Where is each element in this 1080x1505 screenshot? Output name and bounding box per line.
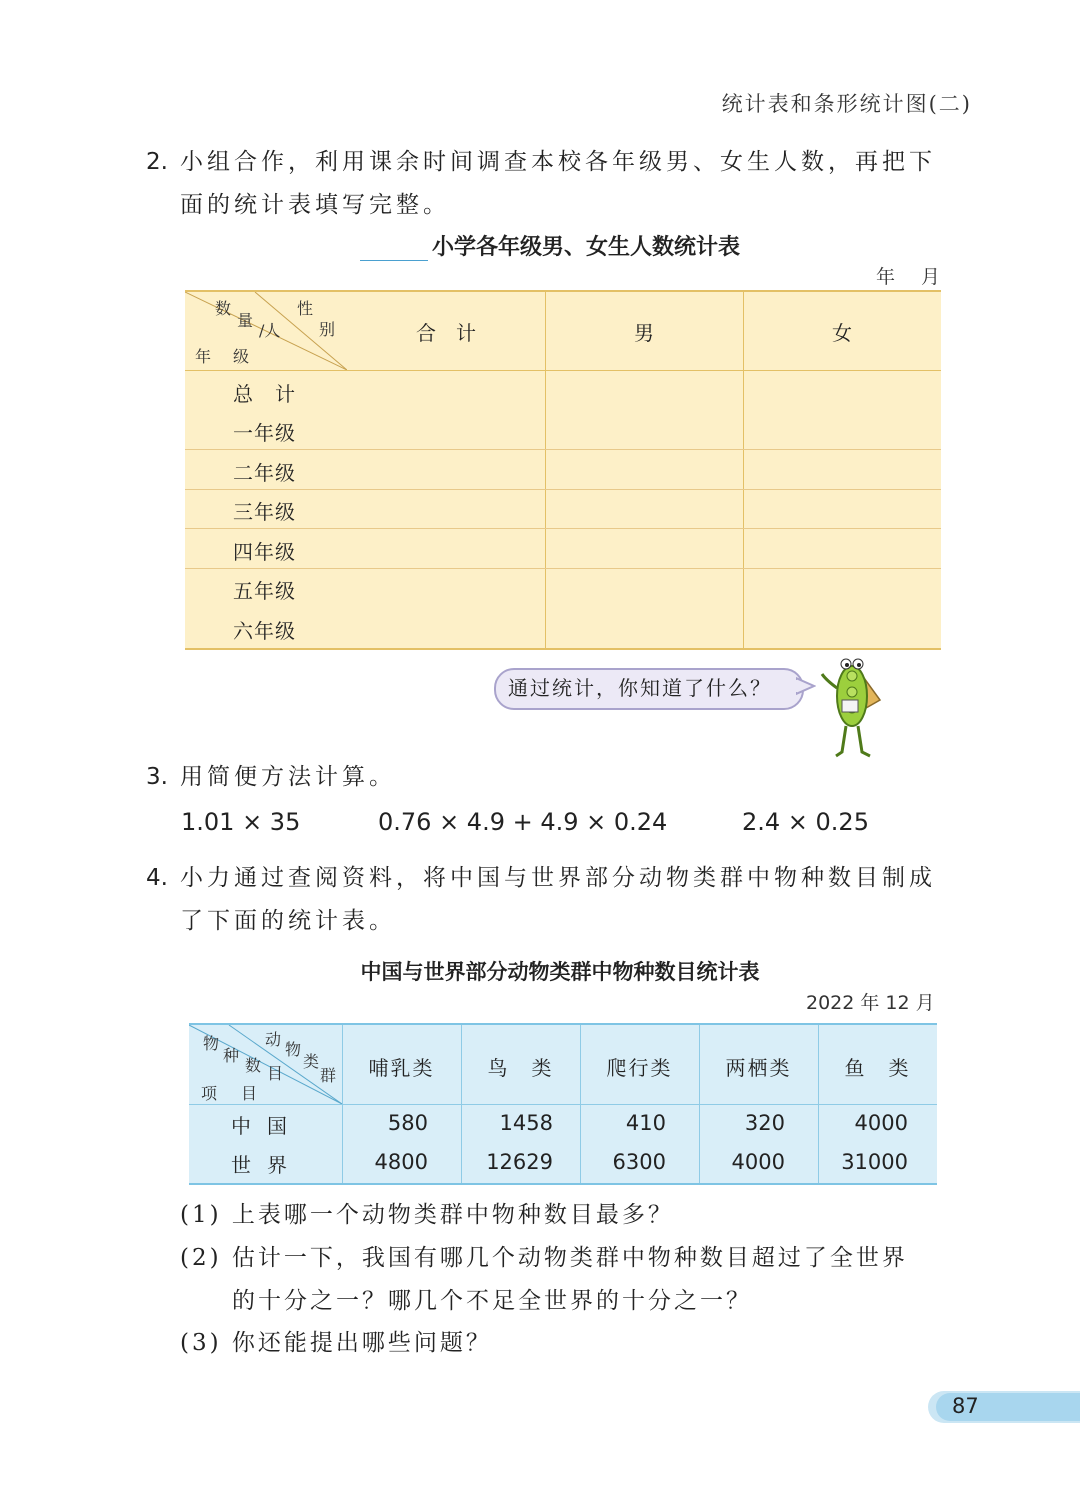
diag-bottom-1: 年	[195, 347, 212, 366]
subquestion-2-line-1: (2) 估计一下，我国有哪几个动物类群中物种数目超过了全世界	[180, 1245, 908, 1271]
calc-3: 2.4 × 0.25	[742, 808, 869, 836]
grade-gender-table	[185, 290, 941, 650]
diag-unit: /人	[259, 321, 281, 340]
question-3	[146, 756, 396, 799]
diag-right-2: 别	[319, 320, 336, 339]
table-cell: 410	[625, 1111, 666, 1135]
diag-top-2: 量	[237, 311, 254, 330]
table-2-title: 中国与世界部分动物类群中物种数目统计表	[360, 960, 760, 984]
col-header-total: 合 计	[416, 321, 476, 345]
t2-diag-e: 动	[265, 1030, 282, 1049]
question-2-number: 2.	[146, 149, 168, 175]
row-label-world: 世界	[231, 1153, 303, 1177]
table-cell: 4800	[374, 1150, 428, 1174]
table-cell: 4000	[731, 1150, 785, 1174]
subquestion-3: (3) 你还能提出哪些问题？	[180, 1330, 492, 1356]
t2-diag-a: 物	[203, 1034, 220, 1053]
row-label-china: 中国	[231, 1114, 303, 1138]
question-3-number: 3.	[146, 764, 168, 790]
diag-top-1: 数	[215, 299, 232, 318]
table-2-date: 2022 年 12 月	[806, 992, 935, 1014]
row-label-grade-5: 五年级	[233, 579, 296, 603]
col-header-fish: 鱼 类	[844, 1056, 911, 1080]
row-label-grade-3: 三年级	[233, 500, 296, 524]
table-1-date: 年 月	[876, 266, 941, 288]
table-cell: 6300	[612, 1150, 666, 1174]
pea-pod-mascot-icon	[812, 648, 892, 763]
question-2	[146, 141, 936, 227]
table-cell: 4000	[854, 1111, 908, 1135]
table-cell: 12629	[486, 1150, 553, 1174]
diag-right-1: 性	[297, 299, 314, 318]
chapter-header: 统计表和条形统计图(二)	[721, 92, 972, 116]
bubble-text: 通过统计，你知道了什么？	[508, 676, 772, 700]
calc-1: 1.01 × 35	[181, 808, 301, 836]
page-number: 87	[952, 1394, 979, 1418]
question-4	[146, 857, 936, 943]
question-4-line-2: 了下面的统计表。	[180, 908, 396, 934]
row-label-grade-6: 六年级	[233, 619, 296, 643]
t2-diag-b: 种	[223, 1046, 240, 1065]
subquestion-1: (1) 上表哪一个动物类群中物种数目最多？	[180, 1202, 674, 1228]
t2-diag-f: 物	[285, 1040, 302, 1059]
t2-diag-g: 类	[303, 1052, 320, 1071]
row-label-grade-4: 四年级	[233, 540, 296, 564]
question-3-text: 用简便方法计算。	[180, 764, 396, 790]
row-label-grade-2: 二年级	[233, 461, 296, 485]
table-cell: 1458	[499, 1111, 553, 1135]
species-count-table	[189, 1023, 937, 1185]
table-1-title: 小学各年级男、女生人数统计表	[432, 235, 741, 260]
col-header-reptiles: 爬行类	[606, 1056, 673, 1080]
col-header-amphibians: 两栖类	[725, 1056, 792, 1080]
table-cell: 580	[387, 1111, 428, 1135]
col-header-male: 男	[634, 321, 654, 345]
title-blank-line[interactable]	[360, 238, 428, 261]
col-header-birds: 鸟 类	[487, 1056, 554, 1080]
subquestion-2-line-2: 的十分之一？哪几个不足全世界的十分之一？	[232, 1288, 752, 1314]
t2-diag-d: 目	[267, 1064, 284, 1083]
col-header-mammals: 哺乳类	[368, 1056, 435, 1080]
t2-diag-j: 目	[241, 1084, 258, 1103]
t2-diag-i: 项	[201, 1084, 218, 1103]
question-2-line-1: 小组合作，利用课余时间调查本校各年级男、女生人数，再把下	[180, 149, 936, 175]
table-cell: 31000	[841, 1150, 908, 1174]
table-cell: 320	[744, 1111, 785, 1135]
t2-diag-c: 数	[245, 1056, 262, 1075]
row-label-total: 总 计	[233, 382, 296, 406]
question-4-number: 4.	[146, 865, 168, 891]
question-4-line-1: 小力通过查阅资料，将中国与世界部分动物类群中物种数目制成	[180, 865, 936, 891]
col-header-female: 女	[832, 321, 852, 345]
calc-2: 0.76 × 4.9 + 4.9 × 0.24	[378, 808, 668, 836]
question-2-line-2: 面的统计表填写完整。	[180, 192, 450, 218]
table-1-title-row	[360, 230, 780, 261]
row-label-grade-1: 一年级	[233, 421, 296, 445]
t2-diag-h: 群	[320, 1066, 337, 1085]
diag-bottom-2: 级	[233, 347, 250, 366]
